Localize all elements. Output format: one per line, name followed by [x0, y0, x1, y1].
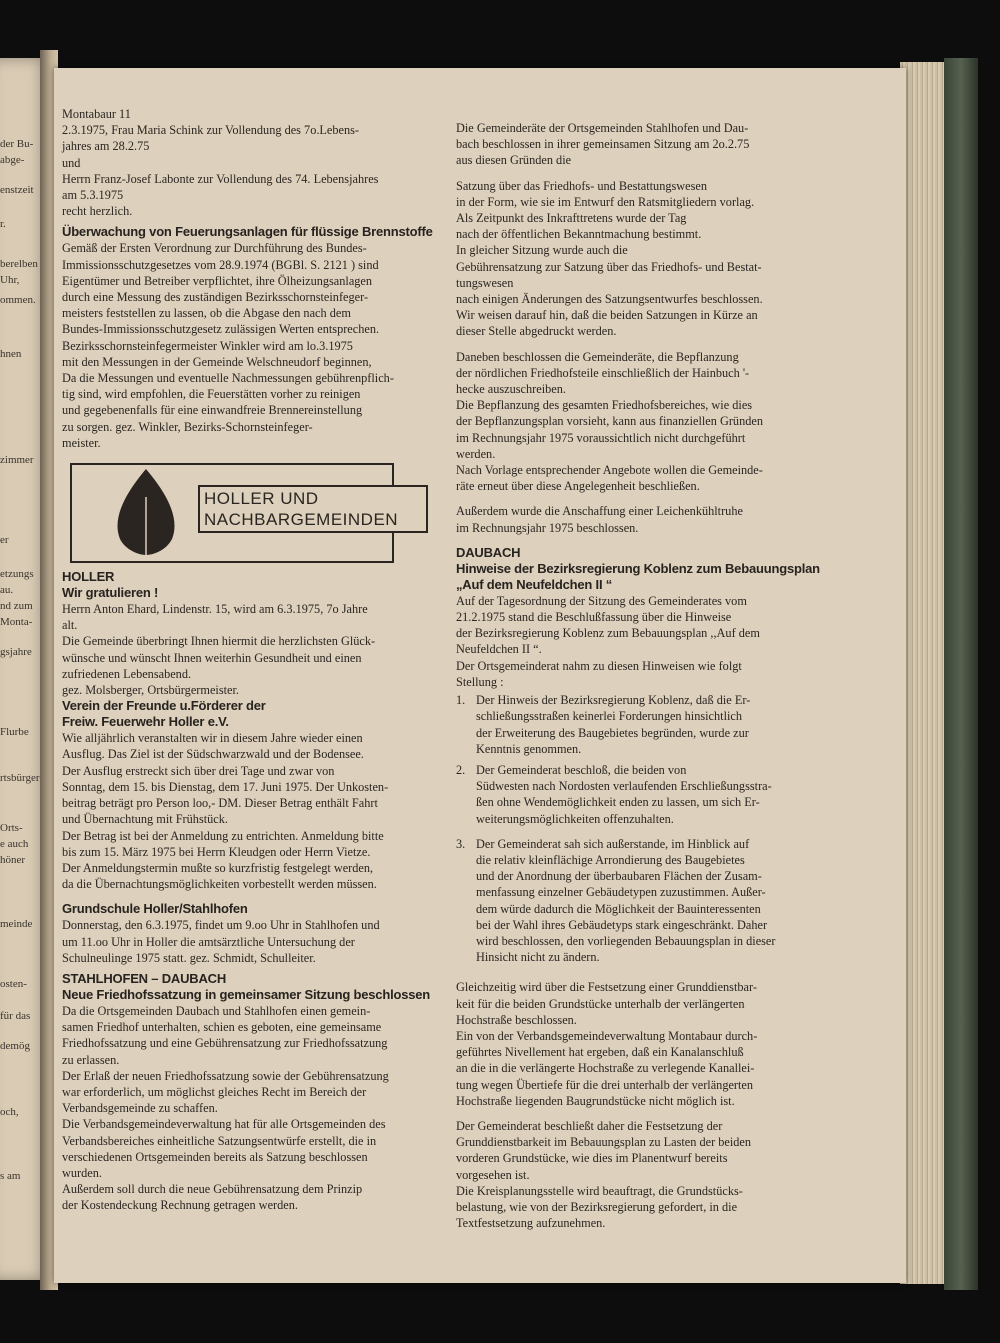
text-line: und der Anordnung der überbaubaren Flächen der Zusam- — [476, 869, 762, 884]
daubach-text — [456, 593, 856, 690]
text-line: war erforderlich, um möglichst gleiches Recht im Bereich der — [62, 1084, 367, 1099]
text-line: verschiedenen Ortsgemeinden bereits als Satzung beschlossen — [62, 1149, 368, 1164]
text-line: dieser Stelle abgedruckt werden. — [456, 324, 617, 339]
text-line: 2.3.1975, Frau Maria Schink zur Vollendung des 7o.Lebens- — [62, 123, 360, 138]
text-line: Daneben beschlossen die Gemeinderäte, die Bepflanzung — [456, 349, 739, 364]
text-line: Hochstraße beschlossen. — [456, 1012, 577, 1027]
text-line: Außerdem soll durch die neue Gebührensatzung dem Prinzip — [62, 1182, 363, 1197]
text-line: meister. — [62, 435, 101, 450]
text-line: um 11.oo Uhr in Holler die amtsärztliche Untersuchung der — [62, 934, 355, 949]
text-line: aus diesen Gründen die — [456, 153, 572, 168]
text-line: zu erlassen. — [62, 1052, 120, 1067]
right-paragraph-1 — [456, 120, 856, 169]
text-line: alt. — [62, 618, 78, 633]
text-line: und — [62, 155, 81, 170]
text-line: Gemäß der Ersten Verordnung zur Durchführung des Bundes- — [62, 241, 367, 256]
text-line: meisters feststellen zu lassen, ob die Abgase den nach dem — [62, 306, 351, 321]
text-line: In gleicher Sitzung wurde auch die — [456, 243, 628, 258]
text-line: zu sorgen. gez. Winkler, Bezirks-Schornsteinfeger- — [62, 419, 313, 434]
item-number: 1. — [456, 693, 466, 708]
text-line: der Kostendeckung Rechnung getragen werden. — [62, 1198, 298, 1213]
prev-page-fragment: der Bu- — [0, 138, 34, 150]
text-line: Der Ortsgemeinderat nahm zu diesen Hinweisen wie folgt — [456, 658, 742, 673]
text-line: der Erweiterung des Baugebietes begründen, wurde zur — [476, 725, 749, 740]
text-line: Friedhofssatzung und eine Gebührensatzung zur Friedhofssatzung — [62, 1036, 388, 1051]
text-line: in der Form, wie sie im Entwurf den Ratsmitgliedern vorlag. — [456, 194, 755, 209]
text-line: keit für die beiden Grundstücke unterhalb der verlängerten — [456, 996, 745, 1011]
right-paragraph-6 — [456, 1118, 856, 1231]
text-line: Grunddienstbarkeit im Bebauungsplan zu Lasten der beiden — [456, 1135, 752, 1150]
prev-page-fragment: e auch — [0, 838, 29, 850]
text-line: Textfestsetzung aufzunehmen. — [456, 1216, 606, 1231]
text-line: nach einigen Änderungen des Satzungsentwurfes beschlossen. — [456, 292, 763, 307]
text-line: am 5.3.1975 — [62, 188, 124, 203]
heading-stahlhofen: STAHLHOFEN – DAUBACH — [62, 970, 227, 986]
holler-banner — [62, 457, 434, 561]
text-line: 21.2.1975 stand die Beschlußfassung über die Hinweise — [456, 610, 732, 625]
text-line: Der Gemeinderat beschloß, die beiden von — [476, 762, 687, 777]
heading-verein-2: Freiw. Feuerwehr Holler e.V. — [62, 714, 229, 730]
text-line: räte erneut über diese Angelegenheit beschließen. — [456, 479, 700, 494]
text-line: Hochstraße liegenden Baugrundstücke nicht möglich ist. — [456, 1093, 735, 1108]
heading-grundschule: Grundschule Holler/Stahlhofen — [62, 901, 248, 917]
right-column — [456, 120, 856, 1231]
text-line: und gegebenenfalls für eine einwandfreie Brennereinstellung — [62, 403, 363, 418]
text-line: geführtes Nivellement hat ergeben, daß ein Kanalanschluß — [456, 1045, 744, 1060]
subheading-daubach-2: „Auf dem Neufeldchen II “ — [456, 576, 613, 592]
text-line: im Rechnungsjahr 1975 voraussichtlich nicht durchgeführt — [456, 430, 746, 445]
text-line: schließungsstraßen keinerlei Forderungen hinsichtlich — [476, 709, 743, 724]
banner-line-1: HOLLER UND — [204, 489, 319, 509]
text-line: nach der öffentlichen Bekanntmachung bestimmt. — [456, 227, 702, 242]
text-line: gez. Molsberger, Ortsbürgermeister. — [62, 683, 239, 698]
holler-text — [62, 601, 434, 698]
prev-page-fragment: nd zum — [0, 600, 33, 612]
prev-page-fragment: für das — [0, 1010, 31, 1022]
prev-page-fragment: Monta- — [0, 616, 33, 628]
text-line: hecke auszuschreiben. — [456, 382, 566, 397]
subheading-gratulieren: Wir gratulieren ! — [62, 585, 159, 601]
text-line: Donnerstag, den 6.3.1975, findet um 9.oo Uhr in Stahlhofen und — [62, 918, 380, 933]
subheading-daubach-1: Hinweise der Bezirksregierung Koblenz zum Bebauungsplan — [456, 560, 820, 576]
text-line: Auf der Tagesordnung der Sitzung des Gemeinderates vom — [456, 593, 747, 608]
leaf-icon — [106, 467, 186, 557]
left-column — [62, 106, 434, 1214]
text-line: der nördlichen Friedhofsteile einschließlich der Hainbuch '- — [456, 365, 750, 380]
prev-page-fragment: er — [0, 534, 9, 546]
grundschule-text — [62, 917, 434, 966]
text-line: der Bepflanzungsplan vorsieht, kann aus finanziellen Gründen — [456, 414, 763, 429]
item-text — [476, 692, 856, 757]
text-line: Da die Messungen und eventuelle Nachmessungen gebührenpflich- — [62, 371, 394, 386]
text-line: an die in die verlängerte Hochstraße zu verlegende Kanallei- — [456, 1061, 755, 1076]
text-line: Die Gemeinde überbringt Ihnen hiermit die herzlichsten Glück- — [62, 634, 376, 649]
prev-page-fragment: osten- — [0, 978, 27, 990]
text-line: Sonntag, dem 15. bis Dienstag, dem 17. Juni 1975. Der Unkosten- — [62, 779, 389, 794]
text-line: Der Ausflug erstreckt sich über drei Tage und zwar von — [62, 763, 335, 778]
item-text — [476, 836, 856, 966]
text-line: Immissionsschutzgesetzes vom 28.9.1974 (BGBl. S. 2121 ) sind — [62, 257, 379, 272]
text-line: Außerdem wurde die Anschaffung einer Leichenkühltruhe — [456, 504, 743, 519]
text-line: samen Friedhof unterhalten, schien es geboten, eine gemeinsame — [62, 1020, 382, 1035]
text-line: Ausflug. Das Ziel ist der Südschwarzwald und der Bodensee. — [62, 747, 364, 762]
item-1 — [456, 692, 856, 757]
text-line: Wir weisen darauf hin, daß die beiden Satzungen in Kürze an — [456, 308, 758, 323]
text-line: wird beschlossen, den vorliegenden Bebauungsplan in dieser — [476, 933, 776, 948]
text-line: Der Betrag ist bei der Anmeldung zu entrichten. Anmeldung bitte — [62, 828, 384, 843]
text-line: Da die Ortsgemeinden Daubach und Stahlhofen einen gemein- — [62, 1003, 371, 1018]
book-binding — [944, 58, 978, 1290]
text-line: werden. — [456, 446, 496, 461]
text-line: beitrag beträgt pro Person loo,- DM. Dieser Betrag enthält Fahrt — [62, 796, 378, 811]
text-line: Kenntnis genommen. — [476, 741, 582, 756]
text-line: Gebührensatzung zur Satzung über das Friedhofs- und Bestat- — [456, 259, 762, 274]
text-line: weiterungsmöglichkeiten offenzuhalten. — [476, 811, 674, 826]
text-line: Verbandsgemeinde zu schaffen. — [62, 1101, 218, 1116]
text-line: Als Zeitpunkt des Inkrafttretens wurde der Tag — [456, 211, 687, 226]
item-text — [476, 762, 856, 827]
document-page — [54, 68, 906, 1283]
text-line: Die Kreisplanungsstelle wird beauftragt, die Grundstücks- — [456, 1183, 743, 1198]
prev-page-fragment: etzungs — [0, 568, 34, 580]
banner-line-2: NACHBARGEMEINDEN — [204, 510, 399, 530]
text-line: Der Hinweis der Bezirksregierung Koblenz, daß die Er- — [476, 693, 751, 708]
text-line: tig sind, wird empfohlen, die Feuerstätten vorher zu reinigen — [62, 387, 361, 402]
text-line: tung wegen Übertiefe für die drei unterhalb der verlängerten — [456, 1077, 754, 1092]
prev-page-fragment: ommen. — [0, 294, 36, 306]
prev-page-fragment: rtsbürger — [0, 772, 40, 784]
text-line: mit den Messungen in der Gemeinde Welschneudorf beginnen, — [62, 354, 372, 369]
text-line: wünsche und wünscht Ihnen weiterhin Gesundheit und einen — [62, 650, 362, 665]
text-line: vorderen Grundstücke, wie dies im Planentwurf bereits — [456, 1151, 728, 1166]
text-line: Der Anmeldungstermin mußte so kurzfristig festgelegt werden, — [62, 860, 374, 875]
heading-holler: HOLLER — [62, 569, 115, 585]
text-line: Hinsicht nicht zu ändern. — [476, 950, 600, 965]
text-line: Wie alljährlich veranstalten wir in diesem Jahre wieder einen — [62, 731, 363, 746]
right-paragraph-3 — [456, 349, 856, 495]
text-line: zufriedenen Lebensabend. — [62, 666, 192, 681]
greeting-block — [62, 106, 434, 219]
text-line: ßen ohne Wendemöglichkeit enden zu lassen, um sich Er- — [476, 795, 760, 810]
prev-page-fragment: r. — [0, 218, 6, 230]
text-line: menfassung einzelner Gebäudetypen zuzustimmen. Außer- — [476, 885, 766, 900]
heading-ueberwachung: Überwachung von Feuerungsanlagen für flüssige Brennstoffe — [62, 224, 433, 240]
text-line: durch eine Messung des zuständigen Bezirksschornsteinfeger- — [62, 290, 369, 305]
text-line: die relativ kleinflächige Arrondierung des Baugebietes — [476, 852, 745, 867]
stahlhofen-text — [62, 1003, 434, 1214]
text-line: jahres am 28.2.75 — [62, 139, 150, 154]
text-line: Die Bepflanzung des gesamten Friedhofsbereiches, wie dies — [456, 398, 753, 413]
text-line: recht herzlich. — [62, 204, 133, 219]
text-line: Die Verbandsgemeindeverwaltung hat für alle Ortsgemeinden des — [62, 1117, 386, 1132]
text-line: Der Erlaß der neuen Friedhofssatzung sowie der Gebührensatzung — [62, 1068, 389, 1083]
text-line: Neufeldchen II “. — [456, 642, 542, 657]
prev-page-fragment: och, — [0, 1106, 19, 1118]
text-line: Bundes-Immissionsschutzgesetz zulässigen Werten entsprechen. — [62, 322, 380, 337]
text-line: da die Übernachtungsmöglichkeiten vorbestellt werden müssen. — [62, 877, 377, 892]
text-line: bach beschlossen in ihrer gemeinsamen Sitzung am 2o.2.75 — [456, 137, 750, 152]
page-stack-edge — [900, 62, 944, 1284]
prev-page-fragment: hnen — [0, 348, 22, 360]
text-line: Eigentümer und Betreiber verpflichtet, ihre Ölheizungsanlagen — [62, 273, 373, 288]
right-paragraph-4 — [456, 503, 856, 535]
text-line: Bezirksschornsteinfegermeister Winkler wird am lo.3.1975 — [62, 338, 353, 353]
text-line: Ein von der Verbandsgemeindeverwaltung Montabaur durch- — [456, 1028, 758, 1043]
prev-page-fragment: demög — [0, 1040, 30, 1052]
right-paragraph-2 — [456, 178, 856, 340]
prev-page-fragment: Uhr, — [0, 274, 20, 286]
prev-page-fragment: zimmer — [0, 454, 34, 466]
heading-daubach: DAUBACH — [456, 544, 521, 560]
ueberwachung-text — [62, 240, 434, 451]
text-line: Herrn Anton Ehard, Lindenstr. 15, wird am 6.3.1975, 7o Jahre — [62, 602, 368, 617]
text-line: Herrn Franz-Josef Labonte zur Vollendung des 74. Lebensjahres — [62, 171, 379, 186]
text-line: Die Gemeinderäte der Ortsgemeinden Stahlhofen und Dau- — [456, 121, 749, 135]
text-line: und Übernachtung mit Frühstück. — [62, 812, 228, 827]
text-line: bis zum 15. März 1975 bei Herrn Kleudgen oder Herrn Vietze. — [62, 844, 371, 859]
text-line: Der Gemeinderat sah sich außerstande, im Hinblick auf — [476, 836, 750, 851]
text-line: Satzung über das Friedhofs- und Bestattungswesen — [456, 178, 708, 193]
item-2 — [456, 762, 856, 827]
prev-page-fragment: meinde — [0, 918, 33, 930]
prev-page-fragment: enstzeit — [0, 184, 34, 196]
text-line: dem würde dadurch die Möglichkeit der Bauinteressenten — [476, 901, 761, 916]
text-line: Der Gemeinderat beschließt daher die Festsetzung der — [456, 1118, 723, 1133]
heading-verein-1: Verein der Freunde u.Förderer der — [62, 698, 266, 714]
text-line: bei der Wahl ihres Gebäudetyps stark eingeschränkt. Daher — [476, 917, 768, 932]
text-line: der Bezirksregierung Koblenz zum Bebauungsplan ,,Auf dem — [456, 626, 760, 641]
prev-page-fragment: höner — [0, 854, 26, 866]
text-line: Gleichzeitig wird über die Festsetzung einer Grunddienstbar- — [456, 980, 757, 995]
right-paragraph-5 — [456, 979, 856, 1109]
prev-page-fragment: s am — [0, 1170, 21, 1182]
text-line: Schulneulinge 1975 statt. gez. Schmidt, Schulleiter. — [62, 950, 316, 965]
text-line: Verbandsbereiches einheitliche Satzungsentwürfe erstellt, die in — [62, 1133, 377, 1148]
text-line: wurden. — [62, 1165, 102, 1180]
text-line: Stellung : — [456, 674, 504, 689]
banner-title-box — [198, 485, 428, 533]
item-3 — [456, 836, 856, 966]
text-line: belastung, wie von der Bezirksregierung gefordert, in die — [456, 1199, 738, 1214]
text-line: Montabaur 11 — [62, 107, 131, 121]
text-line: tungswesen — [456, 275, 514, 290]
text-line: Nach Vorlage entsprechender Angebote wollen die Gemeinde- — [456, 463, 763, 478]
prev-page-fragment: abge- — [0, 154, 25, 166]
prev-page-fragment: berelben — [0, 258, 38, 270]
prev-page-fragment: gsjahre — [0, 646, 32, 658]
text-line: Südwesten nach Nordosten verlaufenden Erschließungsstra- — [476, 779, 772, 794]
verein-text — [62, 730, 434, 892]
prev-page-fragment: Orts- — [0, 822, 23, 834]
subheading-friedhofssatzung: Neue Friedhofssatzung in gemeinsamer Sitzung beschlossen — [62, 986, 431, 1002]
text-line: vorgesehen ist. — [456, 1167, 530, 1182]
item-number: 3. — [456, 836, 466, 851]
item-number: 2. — [456, 762, 466, 777]
prev-page-fragment: au. — [0, 584, 14, 596]
prev-page-fragment: Flurbe — [0, 726, 29, 738]
text-line: im Rechnungsjahr 1975 beschlossen. — [456, 520, 639, 535]
